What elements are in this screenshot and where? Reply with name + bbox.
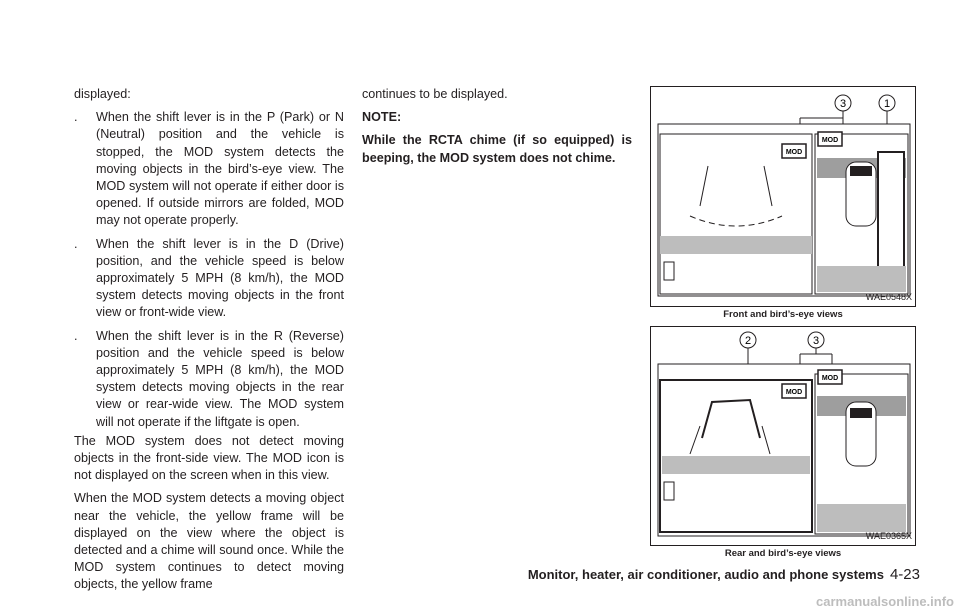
front-birdseye-illustration	[650, 86, 916, 307]
callout-1: 1	[883, 98, 891, 110]
section-title: Monitor, heater, air conditioner, audio and phone systems	[527, 567, 884, 582]
figure-code: WAE0548X	[865, 292, 912, 302]
bullet-reverse	[74, 328, 344, 431]
figure-code: WAE0365X	[865, 531, 912, 541]
watermark: carmanualsonline.info	[816, 594, 954, 609]
left-column	[74, 86, 344, 600]
mod-icon-front: MOD	[785, 149, 803, 156]
figure-rear-birdseye	[650, 326, 916, 546]
bullet-text: When the shift lever is in the D (Drive) position, and the vehicle speed is below approximately 5 MPH (8 km/h), the MOD system detects moving objects in the front view or front-wide view.	[96, 236, 344, 320]
paragraph-yellow-frame: When the MOD system detects a moving object near the vehicle, the yellow frame will be displayed on the view where the object is detected and a chime will sound once. While the MOD system continues to detect moving objects, the yellow frame	[74, 491, 344, 592]
figure-caption: Rear and bird’s-eye views	[724, 548, 842, 559]
figure-caption: Front and bird’s-eye views	[723, 309, 843, 320]
callout-3: 3	[812, 335, 820, 347]
bullet-mark: .	[74, 110, 78, 125]
paragraph-continues: continues to be displayed.	[362, 87, 508, 101]
intro-text: displayed:	[74, 87, 131, 101]
paragraph-front-side: The MOD system does not detect moving objects in the front-side view. The MOD icon is not displayed on the screen when in this view.	[74, 433, 344, 483]
mod-icon-rear: MOD	[785, 389, 803, 396]
figure-front-birdseye	[650, 86, 916, 307]
mod-icon-birdseye: MOD	[821, 375, 839, 382]
note-label: NOTE:	[362, 110, 402, 125]
bullet-text: When the shift lever is in the R (Reverse) position and the vehicle speed is below approximately 5 MPH (8 km/h), the MOD system detects moving objects in the rear view or rear-wide view. The MOD system will not operate if the liftgate is open.	[96, 328, 344, 429]
bullet-mark: .	[74, 328, 78, 343]
callout-2: 2	[744, 335, 752, 347]
page-footer	[528, 566, 920, 583]
bullet-text: When the shift lever is in the P (Park) or N (Neutral) position and the vehicle is stopped, the MOD system detects the moving objects in the bird’s-eye view. The MOD system will not operate if either door is opened. If outside mirrors are folded, MOD may not operate properly.	[96, 110, 344, 228]
callout-3: 3	[839, 98, 847, 110]
middle-column	[362, 86, 632, 173]
mod-icon-birdseye: MOD	[821, 137, 839, 144]
note-text: While the RCTA chime (if so equipped) is beeping, the MOD system does not chime.	[362, 133, 632, 165]
bullet-mark: .	[74, 236, 78, 251]
rear-birdseye-illustration	[650, 326, 916, 546]
page-number: 4-23	[889, 566, 920, 583]
bullet-park	[74, 109, 344, 229]
bullet-drive	[74, 236, 344, 322]
